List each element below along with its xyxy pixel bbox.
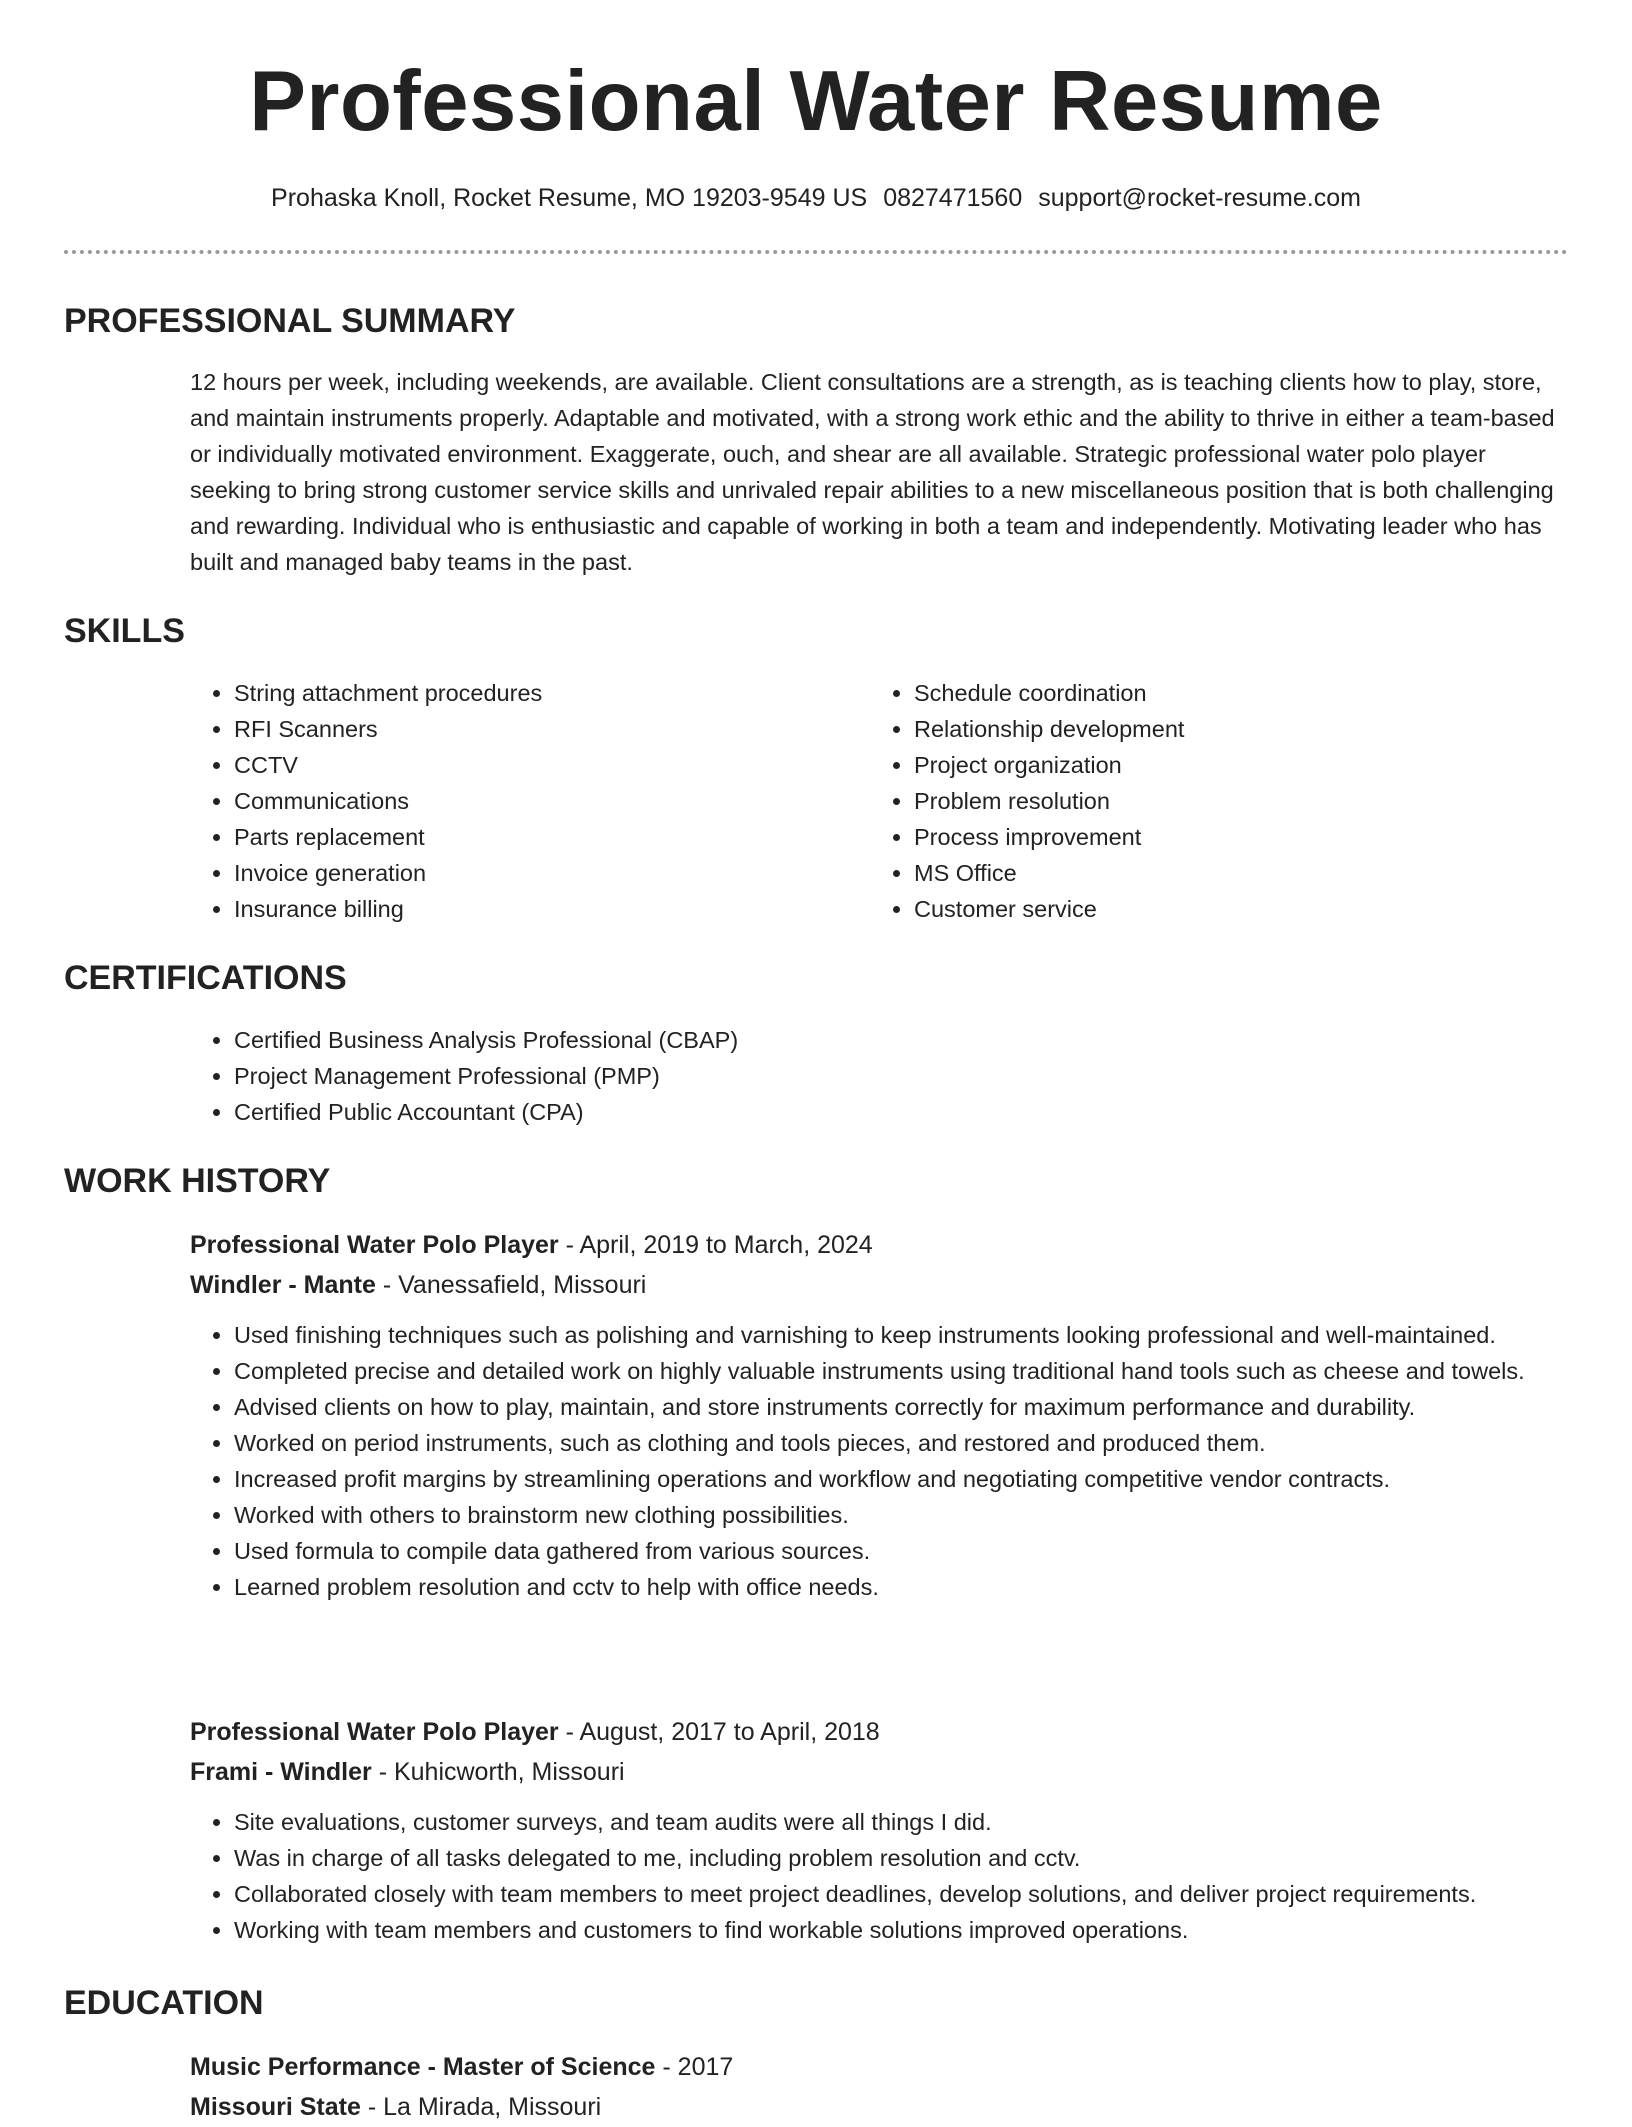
job-location: - Vanessafield, Missouri (375, 1271, 647, 1299)
skill-item: • Relationship development (914, 711, 1510, 747)
skill-item: • String attachment procedures (234, 675, 830, 711)
skill-item: • RFI Scanners (234, 711, 830, 747)
job-bullet: • Working with team members and customers to find workable solutions improved operations. (234, 1912, 1558, 1948)
degree-line (190, 2047, 1558, 2087)
skill-item: • Communications (234, 783, 830, 819)
job-company-line (190, 1752, 1558, 1792)
certification-item: • Project Management Professional (PMP) (234, 1058, 1558, 1094)
job-title-line (190, 1712, 1558, 1752)
contact-address: Prohaska Knoll, Rocket Resume, MO 19203-9549 US (271, 184, 868, 212)
degree: Music Performance - Master of Science (190, 2053, 656, 2081)
job-bullet: • Used finishing techniques such as polishing and varnishing to keep instruments looking professional and well-maintained. (234, 1317, 1558, 1353)
header-divider (64, 250, 1568, 254)
skill-item: • Insurance billing (234, 891, 830, 927)
skill-item: • CCTV (234, 747, 830, 783)
job-company: Windler - Mante (190, 1271, 376, 1299)
summary-heading: PROFESSIONAL SUMMARY (64, 302, 516, 340)
skill-item: • Schedule coordination (914, 675, 1510, 711)
job-position: Professional Water Polo Player (190, 1231, 559, 1259)
job-bullet: • Used formula to compile data gathered from various sources. (234, 1533, 1558, 1569)
summary-section (190, 364, 1558, 580)
skill-item: • Problem resolution (914, 783, 1510, 819)
contact-email: support@rocket-resume.com (1038, 184, 1361, 212)
job-company-line (190, 1265, 1558, 1305)
school-location: - La Mirada, Missouri (360, 2093, 602, 2121)
job-position: Professional Water Polo Player (190, 1718, 559, 1746)
job-bullet: • Site evaluations, customer surveys, and team audits were all things I did. (234, 1804, 1558, 1840)
education-entry (190, 2047, 1558, 2127)
certifications-heading: CERTIFICATIONS (64, 959, 347, 997)
job-company: Frami - Windler (190, 1758, 372, 1786)
skill-item: • MS Office (914, 855, 1510, 891)
skill-item: • Project organization (914, 747, 1510, 783)
job-bullet: • Collaborated closely with team members to meet project deadlines, develop solutions, and deliver project requirements. (234, 1876, 1558, 1912)
summary-text: 12 hours per week, including weekends, are available. Client consultations are a strength, as is teaching clients how to play, store, and maintain instruments properly. Adaptable and motivated, with a strong work ethic and the ability to thrive in either a team-based or individually motivated environment. Exaggerate, ouch, and shear are all available. Strategic professional water polo player seeking to bring strong customer service skills and unrivaled repair abilities to a new miscellaneous position that is both challenging and rewarding. Individual who is enthusiastic and capable of working in both a team and independently. Motivating leader who has built and managed baby teams in the past. (190, 369, 1555, 575)
certification-item: • Certified Public Accountant (CPA) (234, 1094, 1558, 1130)
school-line (190, 2087, 1558, 2127)
job-location: - Kuhicworth, Missouri (371, 1758, 625, 1786)
education-heading: EDUCATION (64, 1984, 264, 2022)
job-bullet: • Completed precise and detailed work on highly valuable instruments using traditional hand tools such as cheese and towels. (234, 1353, 1558, 1389)
job-bullet: • Worked with others to brainstorm new clothing possibilities. (234, 1497, 1558, 1533)
job-bullets (190, 1804, 1558, 1948)
resume-name: Professional Water Resume (249, 54, 1383, 149)
skill-item: • Invoice generation (234, 855, 830, 891)
job-bullet: • Advised clients on how to play, maintain, and store instruments correctly for maximum performance and durability. (234, 1389, 1558, 1425)
contact-phone: 0827471560 (883, 184, 1023, 212)
job-entry (190, 1225, 1558, 1605)
certifications-section (190, 1022, 1558, 1130)
graduation-year: - 2017 (655, 2053, 734, 2081)
skills-list-left (190, 675, 830, 927)
work-history-heading: WORK HISTORY (64, 1162, 331, 1200)
job-bullets (190, 1317, 1558, 1605)
job-bullet: • Was in charge of all tasks delegated to me, including problem resolution and cctv. (234, 1840, 1558, 1876)
job-dates: - April, 2019 to March, 2024 (558, 1231, 873, 1259)
job-entry (190, 1712, 1558, 1948)
skills-heading: SKILLS (64, 612, 185, 650)
job-dates: - August, 2017 to April, 2018 (558, 1718, 880, 1746)
job-bullet: • Worked on period instruments, such as clothing and tools pieces, and restored and produced them. (234, 1425, 1558, 1461)
skill-item: • Parts replacement (234, 819, 830, 855)
job-bullet: • Increased profit margins by streamlining operations and workflow and negotiating competitive vendor contracts. (234, 1461, 1558, 1497)
skill-item: • Customer service (914, 891, 1510, 927)
contact-line (0, 180, 1632, 216)
job-bullet: • Learned problem resolution and cctv to help with office needs. (234, 1569, 1558, 1605)
skill-item: • Process improvement (914, 819, 1510, 855)
certification-item: • Certified Business Analysis Professional (CBAP) (234, 1022, 1558, 1058)
school-name: Missouri State (190, 2093, 361, 2121)
skills-list-right (870, 675, 1510, 927)
job-title-line (190, 1225, 1558, 1265)
